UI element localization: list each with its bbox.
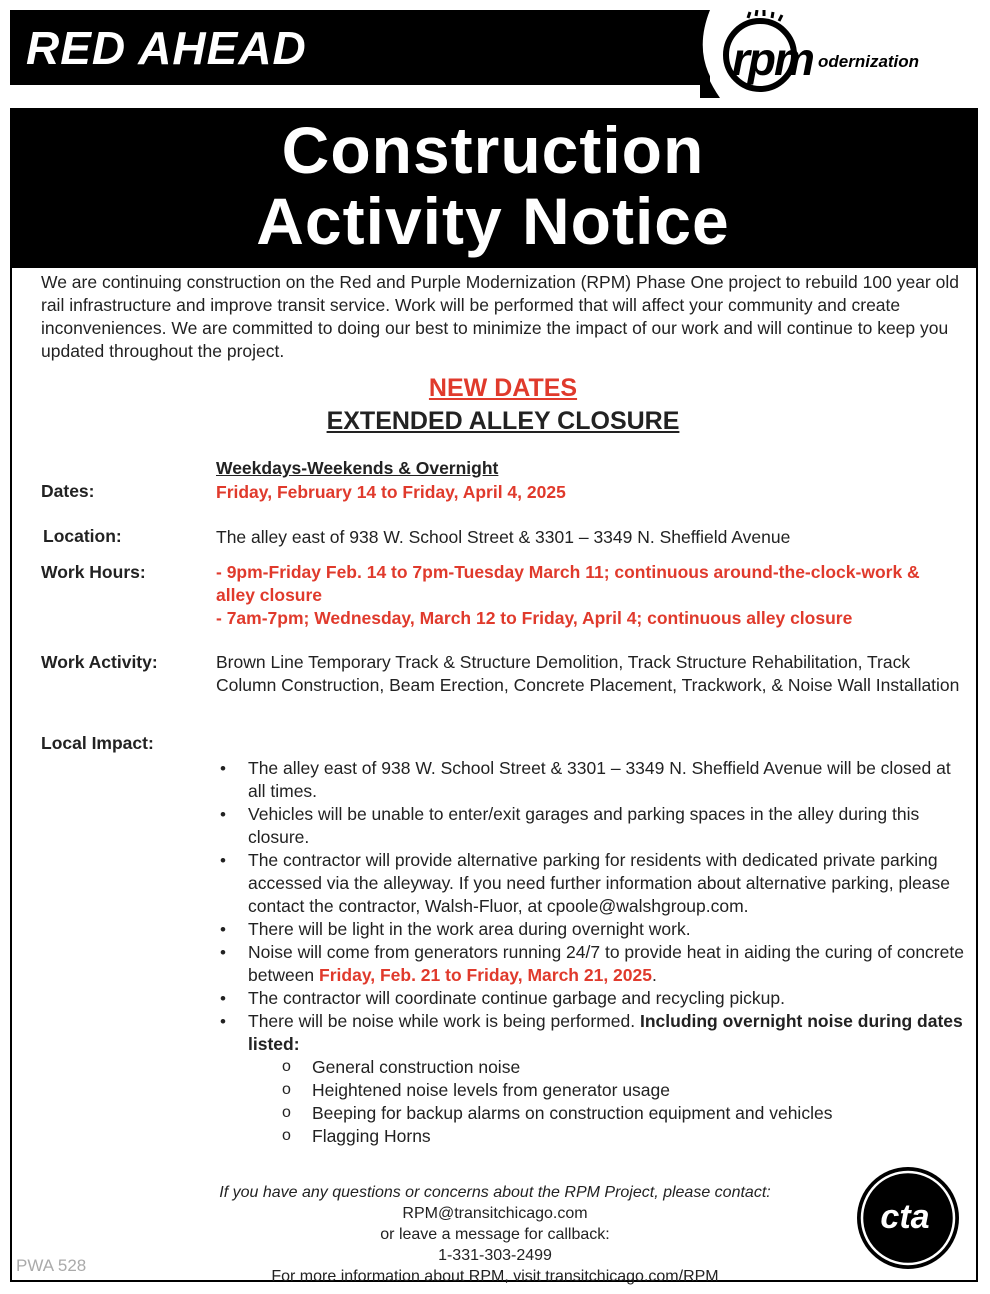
rpm-logo-text: rpm bbox=[732, 33, 813, 85]
title-line-1: Construction bbox=[281, 113, 705, 187]
dates-label: Dates: bbox=[41, 481, 95, 501]
schedule-type: Weekdays-Weekends & Overnight bbox=[216, 458, 499, 478]
work-hours-value bbox=[216, 561, 961, 630]
impact-overnight-text: There will be noise while work is being performed. bbox=[248, 1011, 640, 1031]
sub-list-item: o Beeping for backup alarms on construction equipment and vehicles bbox=[248, 1102, 966, 1125]
work-activity-label: Work Activity: bbox=[41, 652, 158, 672]
intro-paragraph: We are continuing construction on the Red and Purple Modernization (RPM) Phase One project to rebuild 100 year old rail infrastructure and improve transit service. Work will be performed that will affect your community and create inconveniences. We are committed to doing our best to minimize the impact of our work and will continue to keep you updated throughout the project. bbox=[41, 272, 959, 361]
document-code: PWA 528 bbox=[16, 1256, 87, 1275]
heading-closure: EXTENDED ALLEY CLOSURE bbox=[326, 407, 680, 435]
work-hours-label: Work Hours: bbox=[41, 562, 146, 582]
sub-list-item: o Heightened noise levels from generator usage bbox=[248, 1079, 966, 1102]
list-item: • The alley east of 938 W. School Street & 3301 – 3349 N. Sheffield Avenue will be closed at all times. bbox=[216, 757, 966, 803]
impact-noise-end: . bbox=[651, 965, 657, 985]
brand-red-ahead: RED AHEAD bbox=[26, 22, 307, 74]
list-item: • The contractor will coordinate continue garbage and recycling pickup. bbox=[216, 987, 966, 1010]
list-item bbox=[216, 1010, 966, 1148]
contact-intro: If you have any questions or concerns about the RPM Project, please contact: bbox=[219, 1184, 771, 1201]
impact-noise-text: Noise will come from generators running 24/7 to provide heat in aiding the curing of concrete between bbox=[248, 942, 964, 985]
noise-sublist bbox=[248, 1056, 966, 1148]
heading-new-dates: NEW DATES bbox=[428, 374, 578, 402]
work-hours-line-2: - 7am-7pm; Wednesday, March 12 to Friday, April 4; continuous alley closure bbox=[216, 608, 853, 628]
contact-email[interactable]: RPM@transitchicago.com bbox=[402, 1205, 588, 1222]
work-activity-value: Brown Line Temporary Track & Structure Demolition, Track Structure Rehabilitation, Track Column Construction, Beam Erection, Concrete Placement, Trackwork, & Noise Wall Installation bbox=[216, 652, 960, 695]
rpm-logo-subtext: odernization bbox=[818, 52, 920, 71]
sub-list-item: o Flagging Horns bbox=[248, 1125, 966, 1148]
contact-phone: 1-331-303-2499 bbox=[438, 1247, 552, 1264]
location-value: The alley east of 938 W. School Street & 3301 – 3349 N. Sheffield Avenue bbox=[216, 527, 791, 547]
location-label: Location: bbox=[43, 526, 122, 546]
work-hours-line-1: - 9pm-Friday Feb. 14 to 7pm-Tuesday March 11; continuous around-the-clock-work & alley closure bbox=[216, 562, 920, 605]
list-item bbox=[216, 941, 966, 987]
list-item: • The contractor will provide alternative parking for residents with dedicated private parking accessed via the alleyway. If you need further information about alternative parking, please contact the contractor, Walsh-Fluor, at cpoole@walshgroup.com. bbox=[216, 849, 966, 918]
list-item: • There will be light in the work area during overnight work. bbox=[216, 918, 966, 941]
cta-logo-text: cta bbox=[880, 1198, 930, 1236]
contact-more-info: For more information about RPM, visit transitchicago.com/RPM bbox=[271, 1268, 719, 1285]
impact-noise-dates: Friday, Feb. 21 to Friday, March 21, 2025 bbox=[319, 965, 652, 985]
local-impact-label: Local Impact: bbox=[41, 733, 154, 753]
dates-value: Friday, February 14 to Friday, April 4, 2025 bbox=[216, 482, 566, 502]
contact-block bbox=[100, 1182, 890, 1287]
impact-overnight-bold: Including overnight noise during dates listed: bbox=[248, 1011, 963, 1054]
cta-logo-icon bbox=[855, 1165, 961, 1271]
contact-callback: or leave a message for callback: bbox=[380, 1226, 610, 1243]
list-item: • Vehicles will be unable to enter/exit garages and parking spaces in the alley during this closure. bbox=[216, 803, 966, 849]
title-line-2: Activity Notice bbox=[256, 184, 730, 258]
sub-list-item: o General construction noise bbox=[248, 1056, 966, 1079]
impact-list bbox=[216, 757, 966, 1148]
